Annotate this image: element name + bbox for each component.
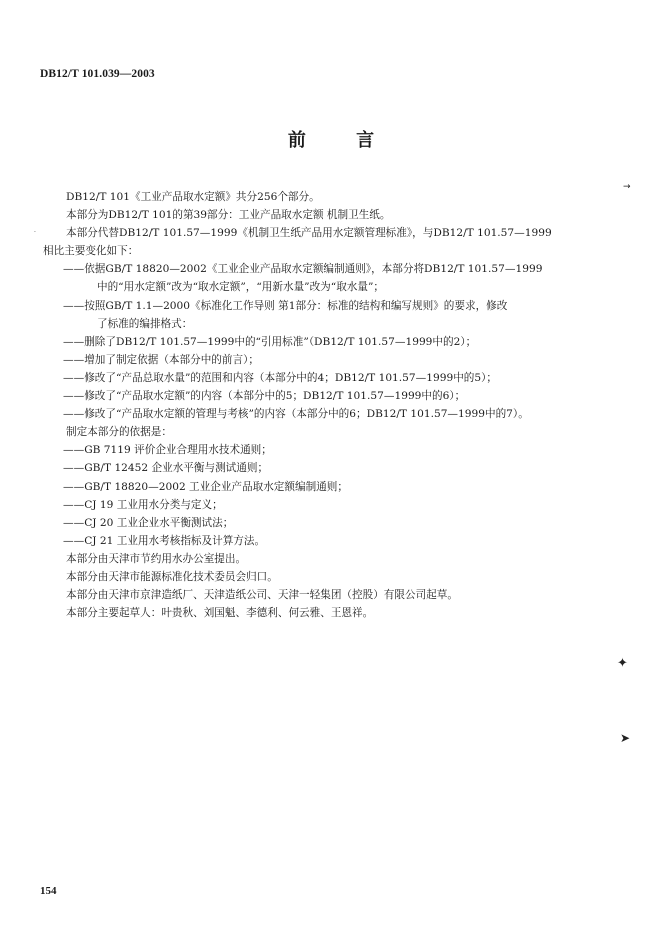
body-line: 本部分为DB12/T 101的第39部分：工业产品取水定额 机制卫生纸。 bbox=[66, 209, 391, 222]
body-line: 相比主要变化如下： bbox=[43, 245, 139, 258]
list-item: ——修改了“产品取水定额”的内容（本部分中的5；DB12/T 101.57—1999中的6）； bbox=[63, 390, 466, 403]
list-item: ——按照GB/T 1.1—2000《标准化工作导则 第1部分：标准的结构和编写规则》的要求，修改 bbox=[63, 299, 508, 312]
reference-item: ——CJ 21 工业用水考核指标及计算方法。 bbox=[63, 534, 266, 547]
scan-mark-arrow-icon: → bbox=[623, 182, 631, 192]
scan-mark-star-icon: ✦ bbox=[617, 656, 628, 671]
list-item: ——修改了“产品取水定额的管理与考核”的内容（本部分中的6；DB12/T 101.57—1999中的7）。 bbox=[63, 408, 529, 421]
list-item-continuation: 了标准的编排格式： bbox=[97, 317, 193, 330]
document-code: DB12/T 101.039—2003 bbox=[40, 68, 155, 80]
scan-mark-dot-icon: · bbox=[34, 229, 36, 236]
list-item: ——修改了“产品总取水量”的范围和内容（本部分中的4；DB12/T 101.57—1999中的5）； bbox=[63, 371, 498, 384]
reference-item: ——GB/T 18820—2002 工业企业产品取水定额编制通则； bbox=[63, 480, 348, 493]
list-item-continuation: 中的“用水定额”改为“取水定额”，“用新水量”改为“取水量”； bbox=[97, 281, 384, 294]
page-title: 前 言 bbox=[287, 130, 397, 151]
body-line: 本部分主要起草人：叶贵秋、刘国魁、李德利、何云雅、王恩祥。 bbox=[66, 607, 374, 620]
list-item: ——依据GB/T 18820—2002《工业企业产品取水定额编制通则》，本部分将DB12/T 101.57—1999 bbox=[63, 263, 543, 276]
body-line: 本部分代替DB12/T 101.57—1999《机制卫生纸产品用水定额管理标准》，与DB12/T 101.57—1999 bbox=[66, 227, 552, 240]
body-line: DB12/T 101《工业产品取水定额》共分256个部分。 bbox=[66, 191, 320, 203]
reference-item: ——GB 7119 评价企业合理用水技术通则； bbox=[63, 444, 272, 457]
scan-mark-pointer-icon: ➤ bbox=[620, 731, 631, 745]
reference-item: ——GB/T 12452 企业水平衡与测试通则； bbox=[63, 462, 269, 475]
body-line: 本部分由天津市节约用水办公室提出。 bbox=[66, 552, 247, 565]
list-item: ——增加了制定依据（本部分中的前言）； bbox=[63, 353, 259, 366]
reference-item: ——CJ 19 工业用水分类与定义； bbox=[63, 498, 223, 511]
reference-item: ——CJ 20 工业企业水平衡测试法； bbox=[63, 516, 234, 529]
list-item: ——删除了DB12/T 101.57—1999中的“引用标准”（DB12/T 101.57—1999中的2）； bbox=[63, 335, 477, 348]
document-body bbox=[43, 188, 623, 622]
body-line: 本部分由天津市京津造纸厂、天津造纸公司、天津一轻集团（控股）有限公司起草。 bbox=[66, 589, 458, 602]
body-line: 制定本部分的依据是： bbox=[66, 426, 172, 439]
body-line: 本部分由天津市能源标准化技术委员会归口。 bbox=[66, 570, 278, 583]
page-number: 154 bbox=[40, 885, 57, 897]
